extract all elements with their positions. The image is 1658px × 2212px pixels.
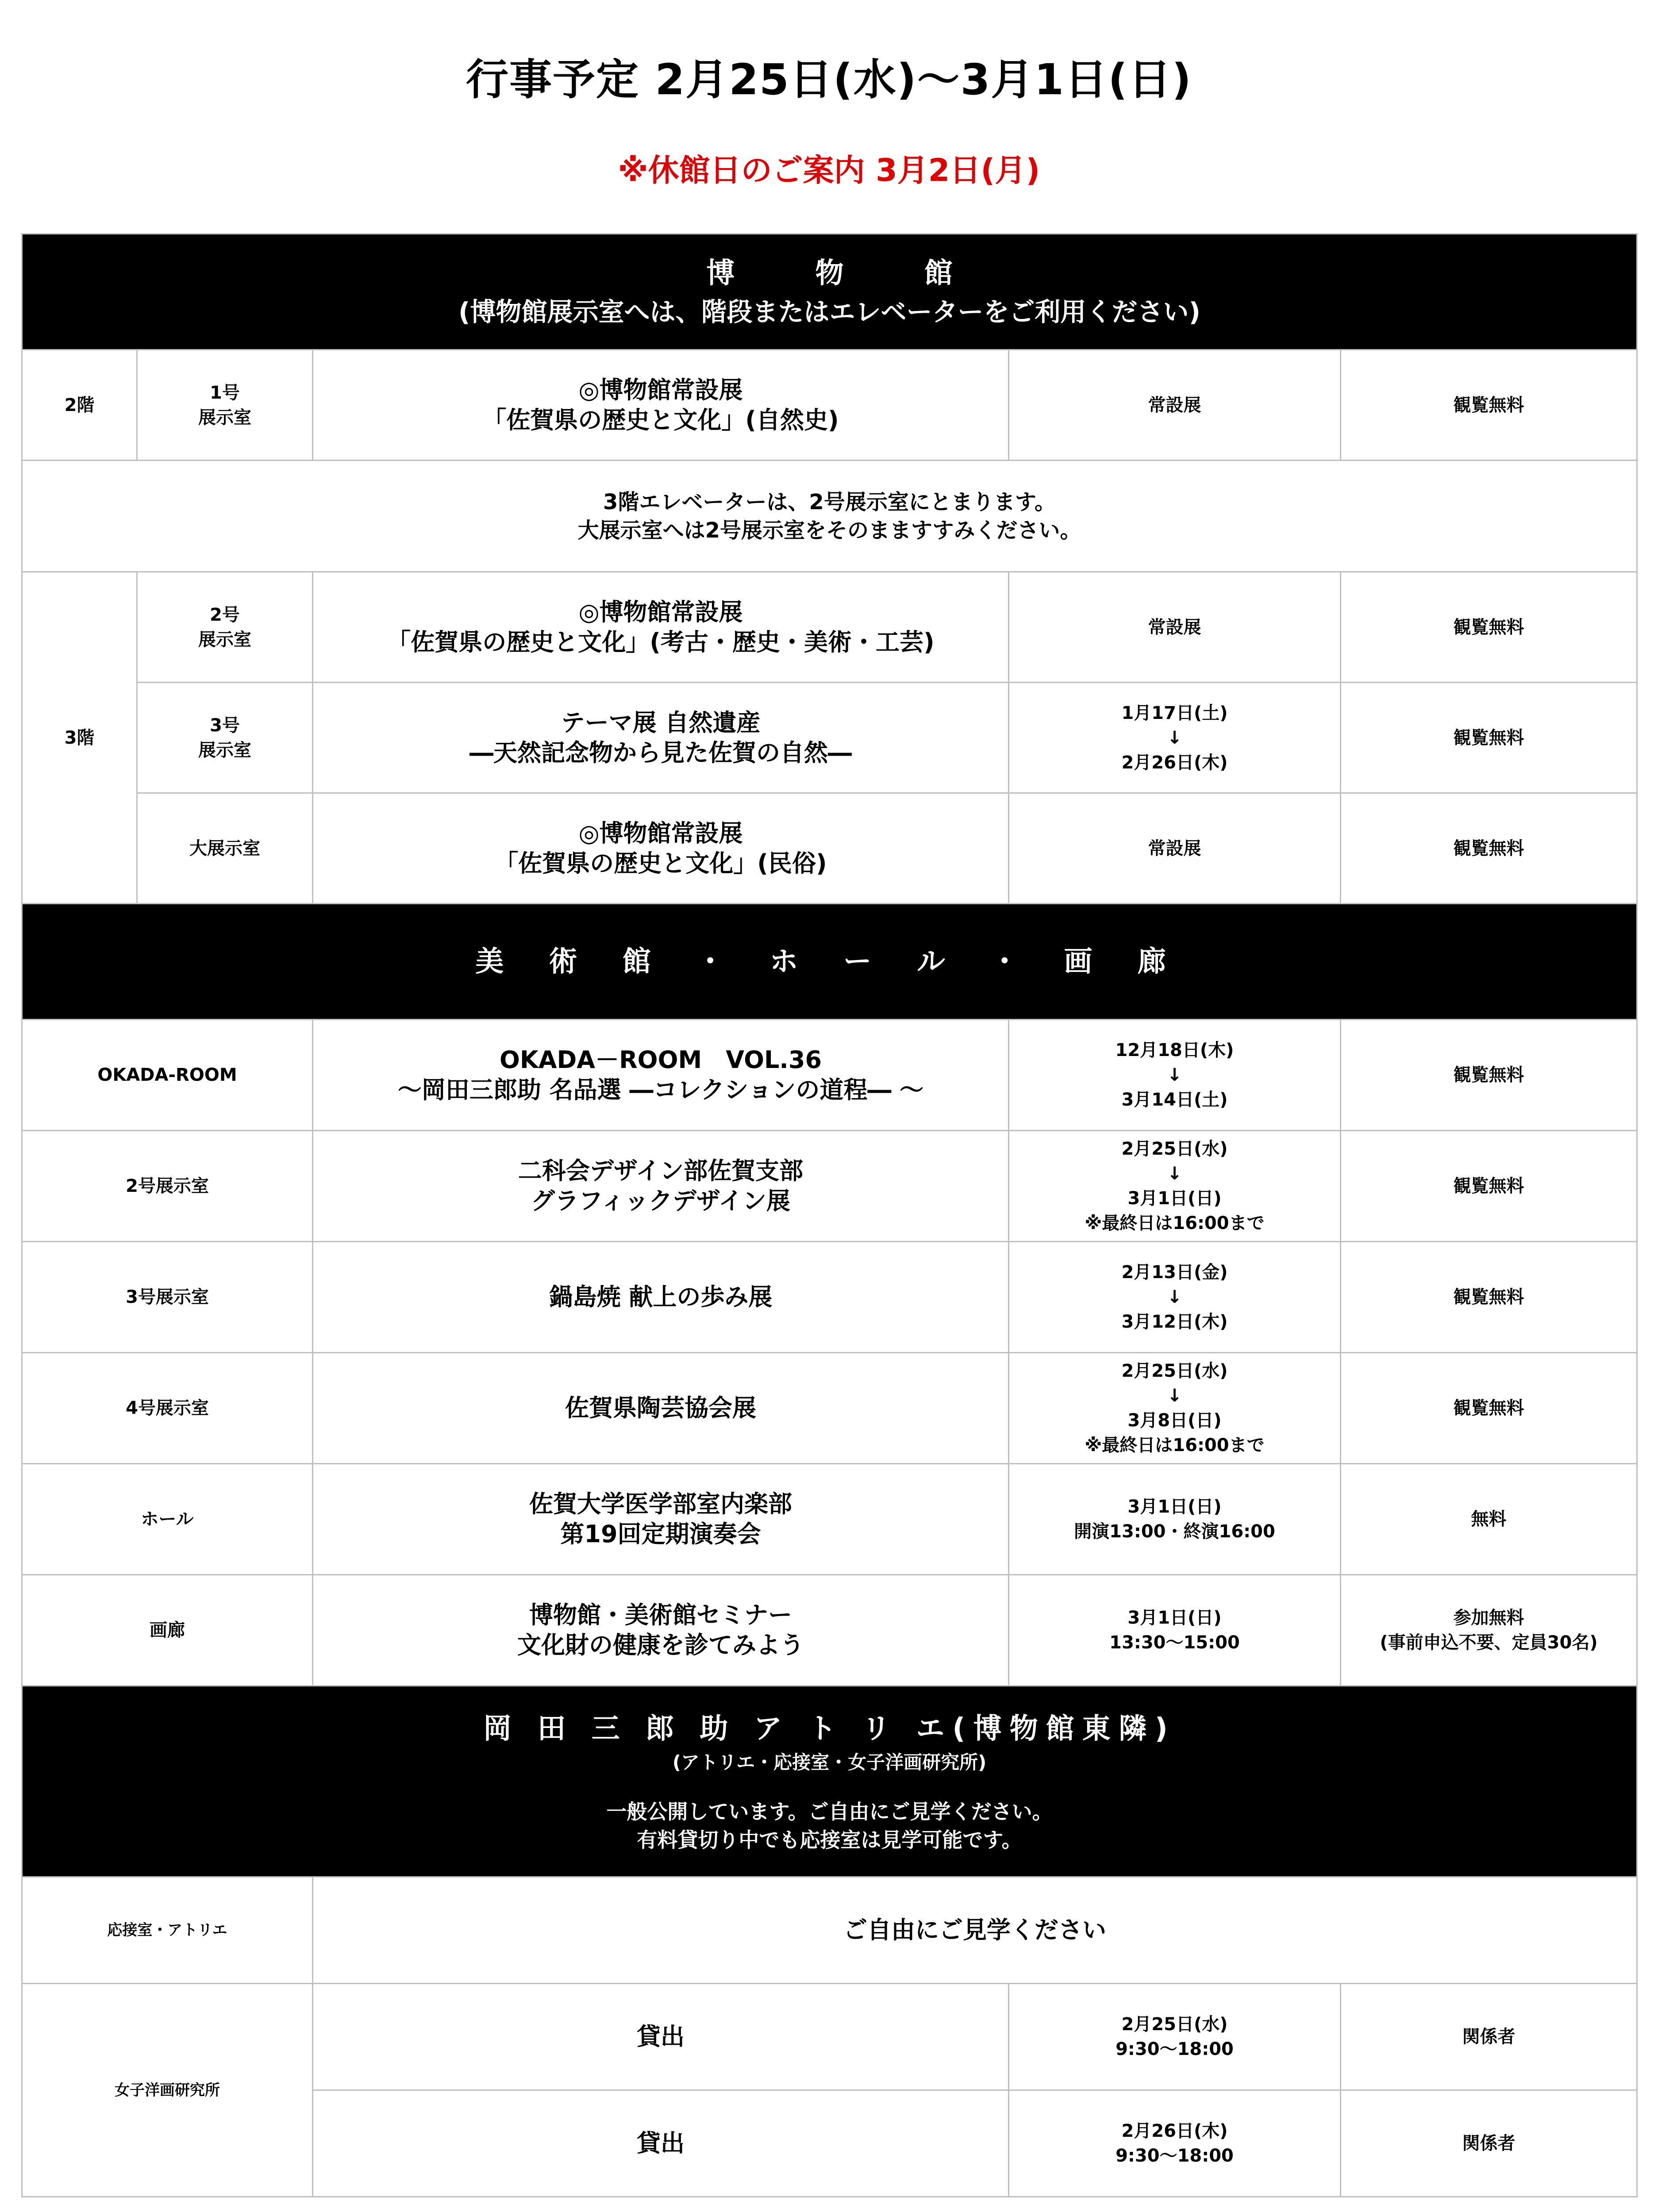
- room-label: 展示室: [198, 629, 251, 650]
- period-cell: [1009, 1242, 1341, 1353]
- closed-day-notice: ※休館日のご案内 3月2日(月): [618, 152, 1040, 188]
- period-cell: [1009, 1575, 1341, 1686]
- room-cell: 応接室・アトリエ: [22, 1877, 313, 1984]
- table-row: [22, 350, 1637, 461]
- atelier-section-subtitle: (アトリエ・応接室・女子洋画研究所): [672, 1751, 987, 1773]
- exhibit-cell: [313, 1242, 1009, 1353]
- period-line: 9:30～18:00: [1116, 2039, 1234, 2059]
- period-line: 12月18日(木): [1115, 1040, 1234, 1060]
- exhibit-name: 第19回定期演奏会: [560, 1520, 761, 1548]
- period-cell: [1009, 1131, 1341, 1242]
- page-title: 行事予定 2月25日(水)～3月1日(日): [466, 55, 1192, 104]
- period-line: 9:30～18:00: [1116, 2146, 1234, 2166]
- exhibit-name: 佐賀大学医学部室内楽部: [529, 1490, 792, 1518]
- room-cell: [137, 683, 313, 793]
- room-label: 1号: [210, 382, 240, 403]
- period-cell: [1009, 1984, 1341, 2090]
- exhibit-cell: [313, 1353, 1009, 1464]
- museum-section-title: 博 物 館: [706, 257, 988, 290]
- table-row: [22, 683, 1637, 793]
- fee-cell: 関係者: [1341, 1984, 1637, 2090]
- exhibit-cell: [313, 1575, 1009, 1686]
- exhibit-name: ◎博物館常設展: [578, 819, 743, 847]
- period-line: 3月8日(日): [1127, 1410, 1222, 1431]
- fee-cell: [1341, 1464, 1637, 1575]
- elevator-note: [22, 461, 1637, 572]
- exhibit-name: 文化財の健康を診てみよう: [517, 1631, 804, 1659]
- atelier-note: 有料貸切り中でも応接室は見学可能です。: [637, 1828, 1022, 1852]
- period-cell: [1009, 1353, 1341, 1464]
- fee-cell: 関係者: [1341, 2090, 1637, 2197]
- table-row: [22, 1020, 1637, 1131]
- period-line: 2月13日(金): [1121, 1262, 1228, 1283]
- room-label: 2号: [210, 604, 240, 625]
- period-line: 2月25日(水): [1121, 2014, 1228, 2035]
- exhibit-cell: [313, 683, 1009, 793]
- room-cell: 2号展示室: [22, 1131, 313, 1242]
- exhibit-name: ◎博物館常設展: [578, 376, 743, 404]
- open-visit-cell: ご自由にご見学ください: [313, 1877, 1637, 1984]
- table-row: [22, 1984, 1637, 2090]
- fee-cell: 観覧無料: [1341, 1020, 1637, 1131]
- exhibit-name: 佐賀県陶芸協会展: [565, 1394, 756, 1422]
- fee-cell: 観覧無料: [1341, 572, 1637, 683]
- atelier-note: 一般公開しています。ご自由にご見学ください。: [606, 1799, 1053, 1824]
- room-cell: 4号展示室: [22, 1353, 313, 1464]
- fee-line: 参加無料: [1453, 1608, 1524, 1628]
- floor-cell: 3階: [22, 572, 137, 904]
- period-note: ※最終日は16:00まで: [1085, 1213, 1265, 1233]
- room-cell: [137, 350, 313, 461]
- floor-cell: 2階: [22, 350, 137, 461]
- fee-cell: 観覧無料: [1341, 1242, 1637, 1353]
- exhibit-name: 「佐賀県の歴史と文化」(考古・歴史・美術・工芸): [387, 628, 935, 656]
- exhibit-cell: [313, 1020, 1009, 1131]
- table-row: [22, 1575, 1637, 1686]
- period-cell: [1009, 683, 1341, 793]
- period-cell: 常設展: [1009, 572, 1341, 683]
- period-line: 3月1日(日): [1127, 1188, 1222, 1209]
- period-line: 3月1日(日): [1127, 1497, 1222, 1517]
- room-cell: 女子洋画研究所: [22, 1984, 313, 2197]
- room-label: 展示室: [198, 740, 251, 760]
- period-note: ※最終日は16:00まで: [1085, 1435, 1265, 1455]
- exhibit-name: ◎博物館常設展: [578, 598, 743, 626]
- period-cell: 常設展: [1009, 793, 1341, 904]
- atelier-section-header: [22, 1686, 1637, 1877]
- table-row: [22, 1464, 1637, 1575]
- fee-cell: 観覧無料: [1341, 1353, 1637, 1464]
- fee-cell: [1341, 1575, 1637, 1686]
- period-cell: [1009, 1020, 1341, 1131]
- period-cell: [1009, 1464, 1341, 1575]
- room-label: 3号: [210, 715, 240, 736]
- exhibit-name: テーマ展 自然遺産: [561, 708, 761, 737]
- room-label: 展示室: [198, 407, 251, 428]
- fee-cell: 観覧無料: [1341, 350, 1637, 461]
- exhibit-cell: [313, 350, 1009, 461]
- period-line: 2月25日(水): [1121, 1361, 1228, 1381]
- exhibit-name: OKADA－ROOM VOL.36: [499, 1046, 822, 1074]
- period-line: 1月17日(土): [1121, 703, 1228, 723]
- period-line: 3月14日(土): [1121, 1090, 1228, 1110]
- period-line: 3月1日(日): [1127, 1608, 1222, 1628]
- exhibit-name: 博物館・美術館セミナー: [529, 1601, 792, 1629]
- period-line: 2月26日(木): [1121, 752, 1228, 773]
- exhibit-cell: [313, 793, 1009, 904]
- exhibit-cell: [313, 1464, 1009, 1575]
- room-cell: 画廊: [22, 1575, 313, 1686]
- fee-cell: 観覧無料: [1341, 683, 1637, 793]
- exhibit-name: 二科会デザイン部佐賀支部: [518, 1157, 804, 1185]
- room-cell: 3号展示室: [22, 1242, 313, 1353]
- table-row: [22, 1353, 1637, 1464]
- table-row: [22, 793, 1637, 904]
- exhibit-cell: 貸出: [313, 1984, 1009, 2090]
- period-cell: [1009, 2090, 1341, 2197]
- fee-cell: 観覧無料: [1341, 793, 1637, 904]
- exhibit-name: 「佐賀県の歴史と文化」(自然史): [482, 406, 839, 434]
- exhibit-name: 鍋島焼 献上の歩み展: [549, 1283, 773, 1311]
- table-row: [22, 461, 1637, 572]
- table-row: [22, 1242, 1637, 1353]
- schedule-table: [21, 233, 1638, 2197]
- room-cell: 大展示室: [137, 793, 313, 904]
- arrow-down-icon: ↓: [1167, 727, 1182, 748]
- atelier-section-title: 岡 田 三 郎 助 ア ト リ エ(博物館東隣): [483, 1712, 1176, 1745]
- room-cell: ホール: [22, 1464, 313, 1575]
- period-line: 2月26日(木): [1121, 2121, 1228, 2141]
- exhibit-name: ―天然記念物から見た佐賀の自然―: [469, 738, 852, 767]
- art-section-header: [22, 904, 1637, 1020]
- period-line: 3月12日(木): [1121, 1312, 1228, 1332]
- arrow-down-icon: ↓: [1167, 1065, 1182, 1085]
- note-line: 大展示室へは2号展示室をそのまますすみください。: [577, 518, 1081, 543]
- exhibit-name: ～岡田三郎助 名品選 ―コレクションの道程― ～: [397, 1076, 924, 1104]
- art-section-title: 美 術 館 ・ ホ ー ル ・ 画 廊: [475, 945, 1184, 978]
- museum-section-subtitle: (博物館展示室へは、階段またはエレベーターをご利用ください): [458, 296, 1201, 327]
- room-cell: OKADA-ROOM: [22, 1020, 313, 1131]
- fee-cell: 観覧無料: [1341, 1131, 1637, 1242]
- table-row: [22, 1877, 1637, 1984]
- period-line: 13:30～15:00: [1109, 1632, 1240, 1653]
- period-line: 2月25日(水): [1121, 1139, 1228, 1159]
- exhibit-name: グラフィックデザイン展: [531, 1187, 790, 1215]
- table-row: [22, 1131, 1637, 1242]
- note-line: 3階エレベーターは、2号展示室にとまります。: [603, 489, 1056, 515]
- exhibit-name: 「佐賀県の歴史と文化」(民俗): [494, 849, 827, 877]
- table-row: [22, 572, 1637, 683]
- room-cell: [137, 572, 313, 683]
- exhibit-cell: [313, 1131, 1009, 1242]
- exhibit-cell: [313, 572, 1009, 683]
- exhibit-cell: 貸出: [313, 2090, 1009, 2197]
- museum-section-header: [22, 234, 1637, 350]
- arrow-down-icon: ↓: [1167, 1287, 1182, 1307]
- period-line: 開演13:00・終演16:00: [1074, 1521, 1275, 1542]
- fee-line: 無料: [1471, 1509, 1507, 1529]
- period-cell: 常設展: [1009, 350, 1341, 461]
- arrow-down-icon: ↓: [1167, 1386, 1182, 1406]
- fee-line: (事前申込不要、定員30名): [1380, 1632, 1598, 1653]
- arrow-down-icon: ↓: [1167, 1164, 1182, 1184]
